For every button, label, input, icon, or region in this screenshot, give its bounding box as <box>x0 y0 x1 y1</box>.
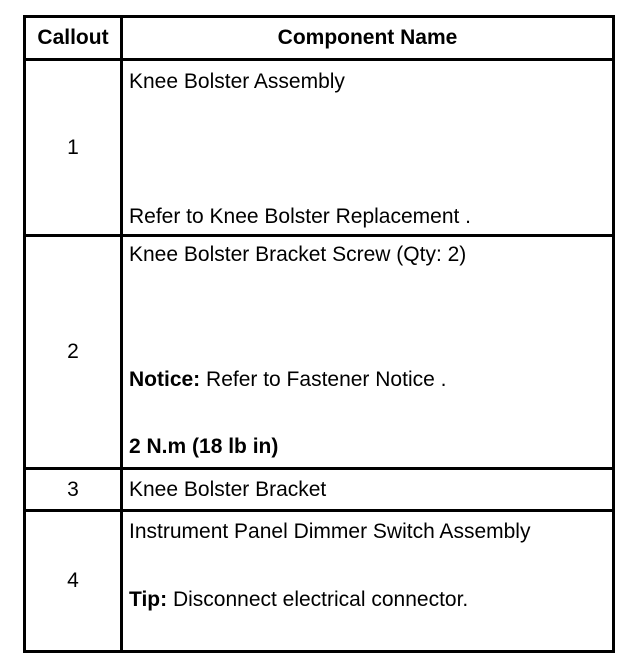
component-cell <box>129 61 608 234</box>
notice-line <box>129 368 446 392</box>
callout-number: 1 <box>67 135 79 159</box>
callout-number: 3 <box>67 477 79 501</box>
header-component-name: Component Name <box>277 26 458 49</box>
component-note: Refer to Knee Bolster Replacement . <box>129 205 472 228</box>
component-name: Knee Bolster Bracket <box>129 478 327 501</box>
torque-spec: 2 N.m (18 lb in) <box>129 435 279 458</box>
table-row <box>26 470 612 509</box>
component-name: Instrument Panel Dimmer Switch Assembly <box>129 520 531 543</box>
table-row <box>26 237 612 467</box>
component-name: Knee Bolster Bracket Screw (Qty: 2) <box>129 243 467 266</box>
notice-text: Refer to Fastener Notice . <box>200 368 447 391</box>
tip-label: Tip: <box>129 588 168 611</box>
component-cell <box>129 512 608 650</box>
callout-number: 2 <box>67 340 79 363</box>
component-table <box>23 15 615 653</box>
table-row <box>26 512 612 650</box>
header-callout: Callout <box>37 26 109 49</box>
notice-label: Notice: <box>129 368 201 391</box>
tip-line <box>129 588 468 612</box>
tip-text: Disconnect electrical connector. <box>167 588 469 611</box>
component-cell <box>129 237 608 467</box>
table-row <box>26 61 612 234</box>
table-header-row <box>26 18 612 58</box>
component-name: Knee Bolster Assembly <box>129 70 345 93</box>
callout-number: 4 <box>67 569 79 592</box>
component-cell <box>129 470 608 509</box>
